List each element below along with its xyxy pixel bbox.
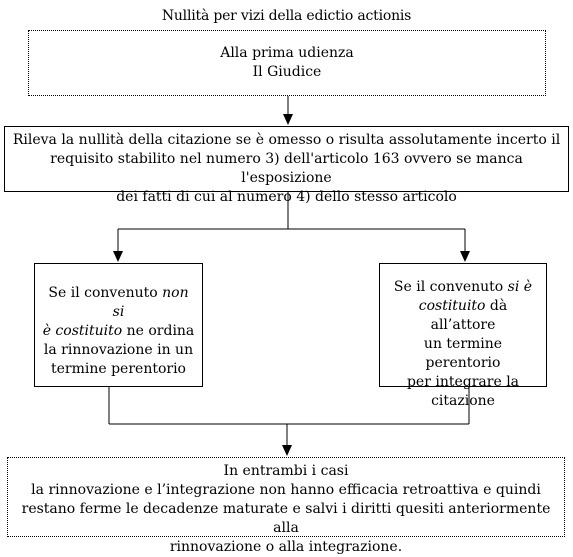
- arrow-head-bottom: [282, 445, 292, 456]
- arrow-head-right: [460, 251, 470, 262]
- not-appeared-em-1: non si: [112, 285, 189, 320]
- appeared-em-1: si è: [507, 279, 533, 295]
- not-appeared-pre: Se il convenuto: [48, 285, 163, 301]
- both-cases-line-2: la rinnovazione e l’integrazione non hanno efficacia retroattiva e quindi: [31, 482, 541, 498]
- both-cases-line-3: restano ferme le decadenze maturate e salvi i diritti quesiti anteriormente alla: [21, 501, 551, 536]
- appeared-line-3: un termine perentorio: [423, 336, 503, 371]
- both-cases-line-1: In entrambi i casi: [223, 463, 349, 479]
- arrow-head-left: [113, 251, 123, 262]
- not-appeared-post: ne ordina: [122, 323, 195, 339]
- judge-line: Il Giudice: [252, 64, 322, 80]
- arrow-head-main: [283, 114, 293, 125]
- not-appeared-em-2: è costituito: [42, 323, 123, 339]
- nullity-line-1: Rileva la nullità della citazione se è omesso o risulta assolutamente incerto il: [12, 132, 561, 148]
- appeared-post: dà all’attore: [430, 298, 508, 333]
- nullity-line-3: dei fatti di cui al numero 4) dello stesso articolo: [116, 189, 457, 205]
- both-cases-line-4: rinnovazione o alla integrazione.: [169, 539, 403, 555]
- appeared-pre: Se il convenuto: [393, 279, 508, 295]
- not-appeared-line-3: la rinnovazione in un: [43, 342, 194, 358]
- first-hearing-line: Alla prima udienza: [220, 45, 354, 61]
- appeared-em-2: costituito: [418, 298, 486, 314]
- appeared-line-5: citazione: [431, 393, 495, 409]
- diagram-title: Nullità per vizi della edictio actionis: [161, 8, 412, 24]
- not-appeared-line-4: termine perentorio: [50, 361, 186, 377]
- appeared-line-4: per integrare la: [406, 374, 520, 390]
- nullity-line-2: requisito stabilito nel numero 3) dell'articolo 163 ovvero se manca l'esposizione: [50, 151, 523, 186]
